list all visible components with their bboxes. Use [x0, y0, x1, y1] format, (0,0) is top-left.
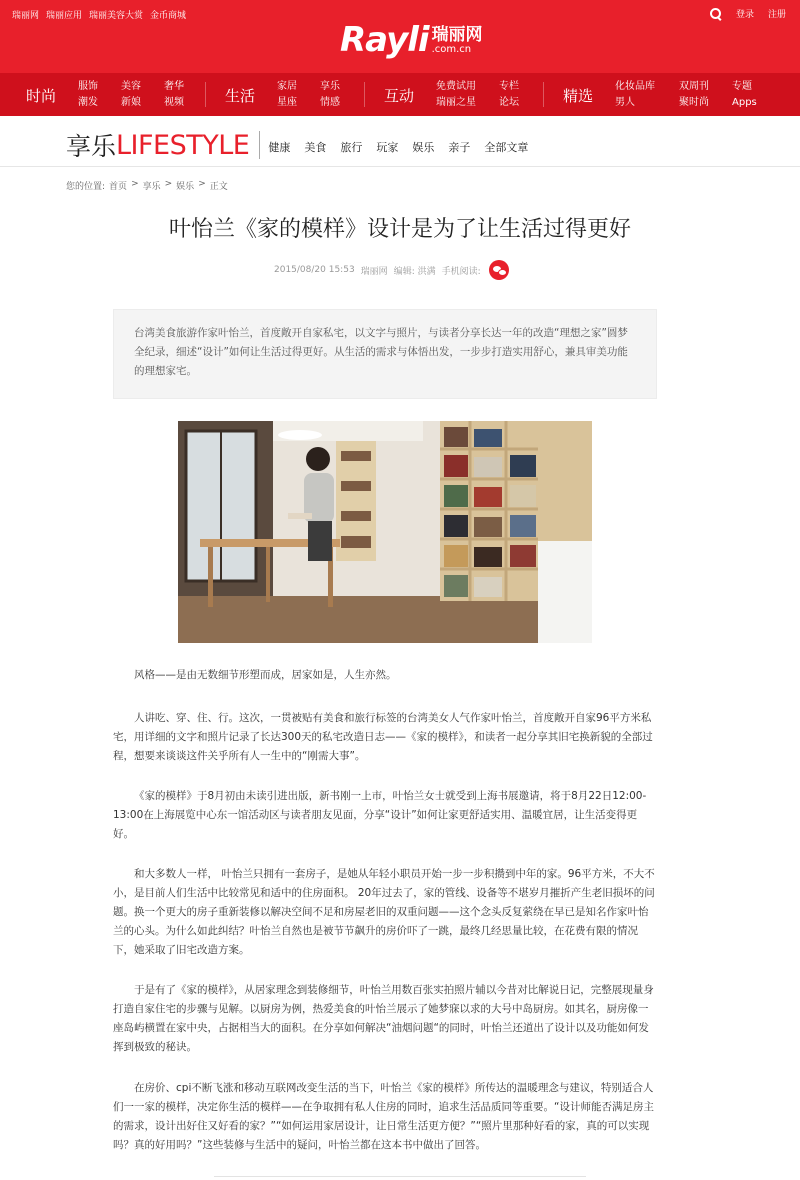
- breadcrumb-sep: >: [198, 179, 206, 189]
- login-link[interactable]: 登录: [735, 10, 754, 20]
- breadcrumb-sep: >: [164, 179, 173, 189]
- nav-link-hair[interactable]: 潮发: [78, 97, 98, 108]
- nav-interact[interactable]: 互动: [384, 87, 415, 105]
- logo-wordmark: Rayli: [340, 20, 429, 60]
- nav-link-rayli-star[interactable]: 瑞丽之星: [436, 97, 476, 108]
- section-link-travel[interactable]: 旅行: [340, 141, 363, 154]
- nav-link-luxury[interactable]: 奢华: [164, 81, 184, 92]
- nav-life-col1: [277, 79, 297, 111]
- section-links: [268, 139, 528, 155]
- nav-featured[interactable]: 精选: [563, 87, 594, 105]
- top-link-apps[interactable]: 瑞丽应用: [46, 11, 83, 21]
- nav-featured-col1: [615, 79, 655, 111]
- top-links: [12, 8, 186, 21]
- breadcrumb: [66, 179, 228, 192]
- nav-fashion-col2: [121, 79, 141, 111]
- nav-link-column[interactable]: 专栏: [499, 81, 519, 92]
- article-paragraph: 风格——是由无数细节形塑而成，居家如是，人生亦然。: [134, 669, 397, 681]
- logo-domain: .com.cn: [431, 44, 472, 55]
- article-paragraph: 于是有了《家的模样》，从居家理念到装修细节，叶怡兰用数百张实拍照片辅以今昔对比解说日记，完整展现量身打造自家住宅的步骤与见解。以厨房为例，热爱美食的叶怡兰展示了她梦寐以求的大号中岛厨房。如其名，厨房像一座岛屿横置在家中央，占据相当大的面积。在分享如何解决“油烟问题“的同时，叶怡兰还道出了设计以及功能如何发挥到极致的秘诀。: [113, 984, 654, 1053]
- nav-link-cosmetics[interactable]: 化妆品库: [615, 81, 655, 92]
- register-link[interactable]: 注册: [767, 10, 786, 20]
- photo-scene: [178, 421, 592, 643]
- nav-featured-col2: [679, 79, 709, 111]
- top-link-rayli[interactable]: 瑞丽网: [12, 11, 40, 21]
- section-link-player[interactable]: 玩家: [376, 141, 399, 154]
- nav-link-emotion[interactable]: 情感: [320, 97, 340, 108]
- mobile-read-label: 手机阅读:: [441, 266, 481, 277]
- nav-fashion-col3: [164, 79, 184, 111]
- nav-link-video[interactable]: 视频: [164, 97, 184, 108]
- site-header: [0, 0, 800, 116]
- breadcrumb-lifestyle[interactable]: 享乐: [142, 182, 161, 192]
- wechat-icon[interactable]: [489, 260, 509, 280]
- nav-divider: [364, 82, 365, 107]
- section-title-cn: 享乐: [66, 132, 117, 161]
- nav-interact-col1: [436, 79, 476, 111]
- section-link-all-articles[interactable]: 全部文章: [484, 141, 529, 154]
- nav-life-col2: [320, 79, 340, 111]
- section-link-parenting[interactable]: 亲子: [448, 141, 471, 154]
- logo-side: [432, 26, 483, 56]
- article-meta: [274, 260, 509, 280]
- nav-link-apparel[interactable]: 服饰: [78, 81, 98, 92]
- breadcrumb-current: 正文: [209, 182, 228, 192]
- section-link-food[interactable]: 美食: [304, 141, 327, 154]
- nav-life[interactable]: 生活: [225, 87, 256, 105]
- nav-link-biweekly[interactable]: 双周刊: [679, 81, 709, 92]
- article-photo: [178, 421, 592, 643]
- nav-link-topics[interactable]: 专题: [732, 81, 752, 92]
- top-link-coin-mall[interactable]: 金币商城: [150, 11, 187, 21]
- site-logo[interactable]: [340, 22, 483, 58]
- nav-link-horoscope[interactable]: 星座: [277, 97, 297, 108]
- article-paragraph: 在房价、cpi不断飞涨和移动互联网改变生活的当下，叶怡兰《家的模样》所传达的温暖理念与建议，特别适合人们一一家的模样，决定你生活的模样——在争取拥有私人住房的同时，追求生活品质同等重要。“设计师能否满足房主的需求，设计出好住又好看的家？”“如何运用家居设计，让日常生活更方便？”“照片里那种好看的家，真的可以实现吗？真的好用吗？”这些装修与生活中的疑问，叶怡兰都在这本书中做出了回答。: [113, 1082, 654, 1151]
- nav-link-apps[interactable]: Apps: [732, 97, 757, 108]
- logo-cn: 瑞丽网: [431, 25, 483, 45]
- section-rule: [0, 166, 800, 167]
- article-title: 叶怡兰《家的模样》设计是为了让生活过得更好: [168, 217, 631, 242]
- nav-link-men[interactable]: 男人: [615, 97, 635, 108]
- nav-fashion-col1: [78, 79, 98, 111]
- breadcrumb-entertainment[interactable]: 娱乐: [176, 182, 195, 192]
- section-link-health[interactable]: 健康: [268, 141, 291, 154]
- nav-divider: [205, 82, 206, 107]
- search-icon[interactable]: [710, 8, 722, 20]
- nav-featured-col3: [732, 79, 757, 111]
- nav-link-forum[interactable]: 论坛: [499, 97, 519, 108]
- nav-link-ju-fashion[interactable]: 聚时尚: [679, 97, 709, 108]
- nav-interact-col2: [499, 79, 519, 111]
- nav-link-free-trial[interactable]: 免费试用: [436, 81, 476, 92]
- section-divider: [259, 131, 260, 159]
- top-link-beauty-awards[interactable]: 瑞丽美容大赏: [89, 11, 144, 21]
- content-divider: [214, 1176, 586, 1177]
- top-account: [710, 7, 786, 20]
- breadcrumb-home[interactable]: 首页: [109, 182, 128, 192]
- nav-link-home[interactable]: 家居: [277, 81, 297, 92]
- nav-link-beauty[interactable]: 美容: [121, 81, 141, 92]
- article-source: 瑞丽网: [360, 266, 388, 277]
- article-paragraph: 和大多数人一样， 叶怡兰只拥有一套房子，是她从年轻小职员开始一步一步积攒到中年的家。96平方米，不大不小，是目前人们生活中比较常见和适中的住房面积。 20年过去了，家的管线、设备等不堪岁月摧折产生老旧损坏的问题。换一个更大的房子重新装修以解决空间不足和房屋老旧的双重问题——这个念头反复萦绕在早已是知名作家叶怡兰的心头。为什么如此纠结？叶怡兰自然也是被节节飙升的房价吓了一跳，最终几经思量比较，在花费有限的情况下，她采取了旧宅改造方案。: [113, 868, 655, 956]
- breadcrumb-label: 您的位置:: [66, 182, 106, 192]
- nav-fashion[interactable]: 时尚: [26, 87, 57, 105]
- article-editor: 编辑: 洪满: [393, 266, 436, 277]
- nav-link-bride[interactable]: 新娘: [121, 97, 141, 108]
- breadcrumb-sep: >: [131, 179, 139, 189]
- main-nav: [0, 73, 800, 116]
- nav-divider: [543, 82, 544, 107]
- nav-link-lifestyle[interactable]: 享乐: [320, 81, 340, 92]
- article-paragraph: 人讲吃、穿、住、行。这次，一贯被贴有美食和旅行标签的台湾美女人气作家叶怡兰，首度敞开自家96平方米私宅，用详细的文字和照片记录了长达300天的私宅改造日志——《家的模样》，和读者一起分享其旧宅换新貌的全部过程，想要来谈谈这件关乎所有人一生中的“刚需大事”。: [113, 712, 653, 762]
- article-datetime: 2015/08/20 15:53: [274, 265, 355, 275]
- section-title-en: LIFESTYLE: [116, 129, 250, 161]
- article-paragraph: 《家的模样》于8月初由未读引进出版，新书刚一上市，叶怡兰女士就受到上海书展邀请，将于8月22日12:00-13:00在上海展览中心东一馆活动区与读者朋友见面，分享“设计”如何让家更舒适实用、温暖宜居，让生活变得更好。: [113, 790, 647, 840]
- section-header: [66, 127, 528, 163]
- article-summary: 台湾美食旅游作家叶怡兰，首度敞开自家私宅，以文字与照片，与读者分享长达一年的改造“理想之家”圆梦全纪录，细述“设计”如何让生活过得更好。从生活的需求与体悟出发，一步步打造实用舒心，兼具审美功能的理想家宅。: [113, 309, 657, 399]
- section-link-entertainment[interactable]: 娱乐: [412, 141, 435, 154]
